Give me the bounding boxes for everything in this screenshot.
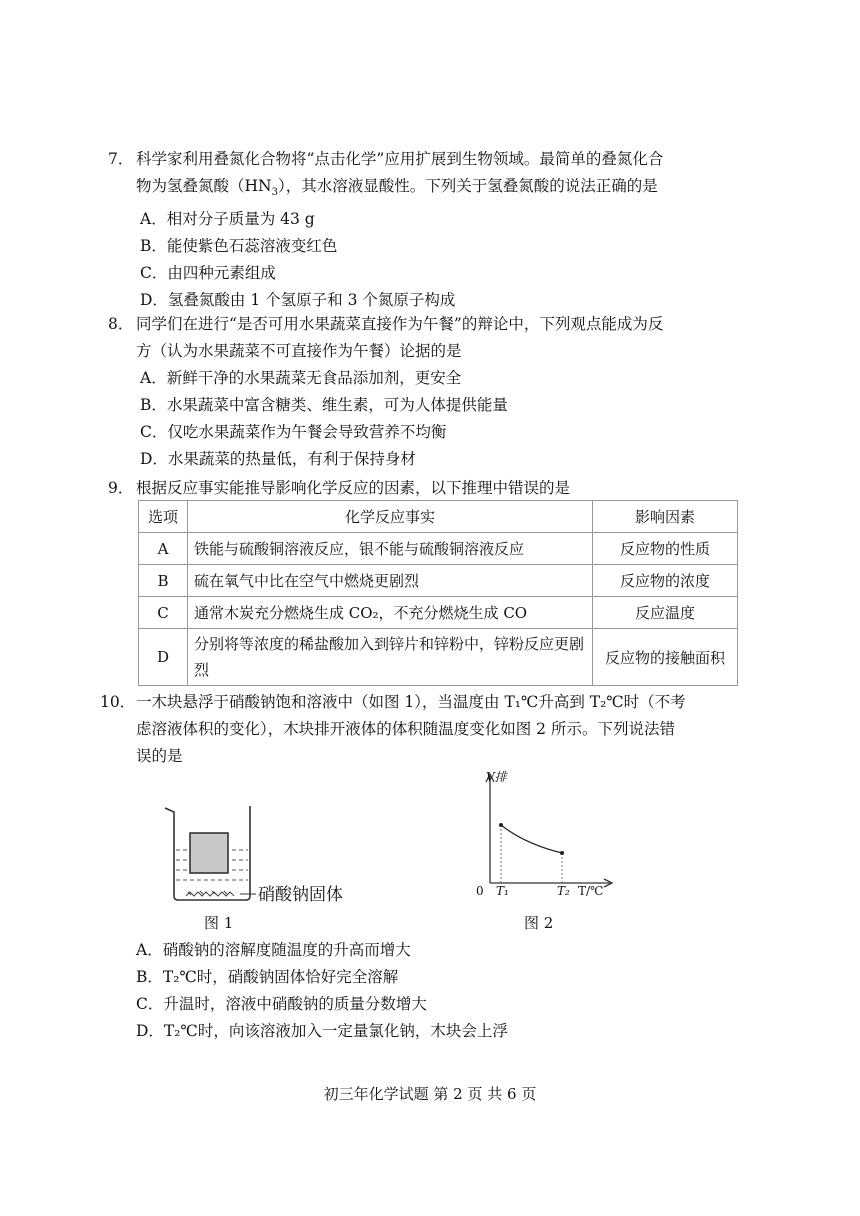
- question-number: 8．: [108, 315, 134, 333]
- volume-curve: [501, 825, 562, 853]
- row-option: A: [139, 533, 188, 565]
- row-fact: 通常木炭充分燃烧生成 CO₂，不充分燃烧生成 CO: [188, 597, 593, 629]
- option-c: C．升温时，溶液中硝酸钠的质量分数增大: [136, 995, 427, 1013]
- row-factor: 反应物的接触面积: [593, 629, 738, 686]
- question-stem-line1: 一木块悬浮于硝酸钠饱和溶液中（如图 1），当温度由 T₁℃升高到 T₂℃时（不考: [136, 693, 686, 711]
- option-d: D．T₂℃时，向该溶液加入一定量氯化钠，木块会上浮: [136, 1022, 508, 1040]
- option-b: B．能使紫色石蕊溶液变红色: [140, 237, 338, 256]
- table-row: [139, 565, 738, 597]
- row-fact: 硫在氧气中比在空气中燃烧更剧烈: [188, 565, 593, 597]
- question-10: [100, 689, 748, 770]
- row-factor: 反应温度: [593, 597, 738, 629]
- option-a: A．硝酸钠的溶解度随温度的升高而增大: [136, 941, 411, 959]
- option-c: C．由四种元素组成: [140, 264, 276, 283]
- option-b: B．T₂℃时，硝酸钠固体恰好完全溶解: [136, 968, 399, 986]
- row-factor: 反应物的性质: [593, 533, 738, 565]
- row-option: D: [139, 629, 188, 686]
- question-stem-line2: 虑溶液体积的变化），木块排开液体的体积随温度变化如图 2 所示。下列说法错: [136, 720, 675, 738]
- figure-2-ylabel: V排: [486, 770, 507, 784]
- option-b: B．水果蔬菜中富含糖类、维生素，可为人体提供能量: [140, 396, 508, 414]
- figure-2-t1: T₁: [496, 884, 509, 898]
- table-row: [139, 533, 738, 565]
- row-option: B: [139, 565, 188, 597]
- question-stem-line1: 同学们在进行“是否可用水果蔬菜直接作为午餐”的辩论中，下列观点能成为反: [136, 315, 664, 333]
- header-factor: 影响因素: [593, 501, 738, 533]
- row-factor: 反应物的浓度: [593, 565, 738, 597]
- question-stem-line3: 误的是: [136, 747, 183, 765]
- figure-2-origin: 0: [476, 884, 484, 898]
- figure-2-graph: [470, 768, 620, 900]
- question-stem-line1: 科学家利用叠氮化合物将“点击化学”应用扩展到生物领域。最简单的叠氮化合: [136, 150, 664, 168]
- header-option: 选项: [139, 501, 188, 533]
- figure-1-caption: 图 1: [204, 914, 234, 932]
- question-number: 7．: [108, 150, 134, 168]
- table-row: [139, 629, 738, 686]
- question-number: 9．: [108, 479, 134, 497]
- question-stem-line2: 方（认为水果蔬菜不可直接作为午餐）论据的是: [136, 342, 462, 360]
- wood-block: [190, 833, 228, 873]
- figure-2-caption: 图 2: [524, 914, 554, 932]
- question-stem: 根据反应事实能推导影响化学反应的因素，以下推理中错误的是: [136, 479, 571, 497]
- reaction-table: [138, 500, 738, 686]
- question-number: 10．: [100, 693, 136, 711]
- figure-2-t2: T₂: [557, 884, 570, 898]
- question-7: [108, 146, 748, 314]
- question-10-options: [104, 937, 744, 1045]
- table-header-row: [139, 501, 738, 533]
- row-fact: 铁能与硫酸铜溶液反应，银不能与硫酸铜溶液反应: [188, 533, 593, 565]
- page-footer: 初三年化学试题 第 2 页 共 6 页: [323, 1085, 537, 1103]
- t2-point: [560, 851, 564, 855]
- crystal-sediment: [186, 891, 234, 896]
- question-stem-line2: 物为氢叠氮酸$(HN_3)$，其水溶液显酸性。下列关于氢叠氮酸的说法正确的是: [136, 177, 658, 199]
- option-d: D．水果蔬菜的热量低，有利于保持身材: [140, 450, 416, 468]
- table-row: [139, 597, 738, 629]
- question-9: [108, 475, 748, 502]
- figure-1-label: 硝酸钠固体: [258, 885, 343, 905]
- option-a: A．相对分子质量为 43 g: [140, 210, 315, 229]
- question-8: [108, 311, 748, 473]
- row-fact: 分别将等浓度的稀盐酸加入到锌片和锌粉中，锌粉反应更剧烈: [188, 629, 593, 686]
- header-fact: 化学反应事实: [188, 501, 593, 533]
- option-d: D．氢叠氮酸由 1 个氢原子和 3 个氮原子构成: [140, 291, 456, 310]
- t1-point: [499, 823, 503, 827]
- option-c: C．仅吃水果蔬菜作为午餐会导致营养不均衡: [140, 423, 447, 441]
- option-a: A．新鲜干净的水果蔬菜无食品添加剂，更安全: [140, 369, 462, 387]
- figure-2-xlabel: T/℃: [578, 884, 604, 898]
- row-option: C: [139, 597, 188, 629]
